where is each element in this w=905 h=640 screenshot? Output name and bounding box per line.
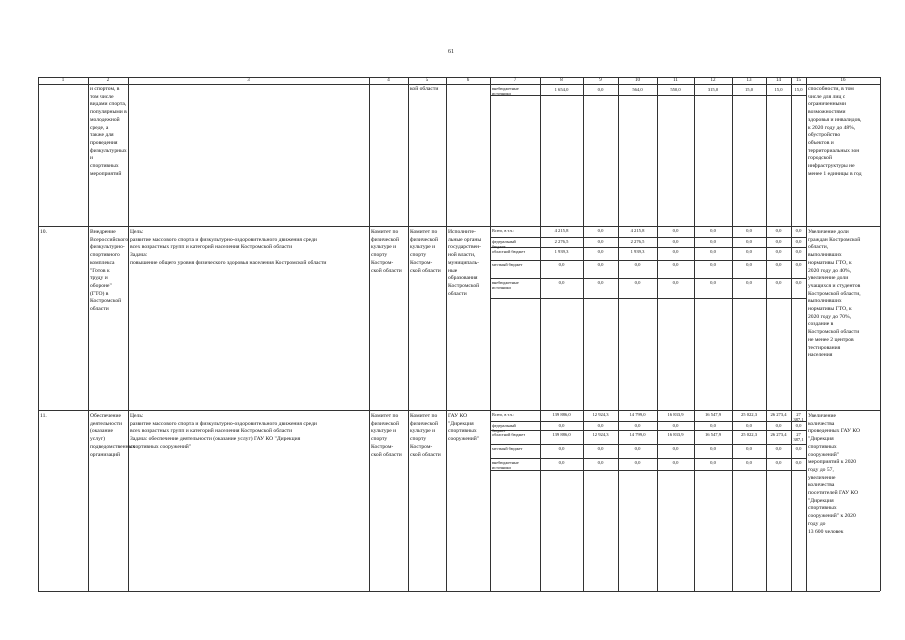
row-10-value: 4 215,8 xyxy=(630,228,645,233)
row-11-source-label: Всего, в т.ч.: xyxy=(492,412,515,417)
column-number-12: 12 xyxy=(710,78,716,83)
subrow-line xyxy=(490,237,806,238)
col-line xyxy=(880,77,881,591)
cont-value: 15,0 xyxy=(794,87,803,92)
row-11-source-label: федеральный бюджет xyxy=(492,423,516,434)
row-10-source-label: областной бюджет xyxy=(492,249,526,254)
row-10-value: 0,0 xyxy=(746,239,752,244)
column-number-3: 3 xyxy=(247,78,250,83)
row-10-value: 0,0 xyxy=(597,262,604,267)
row-11-value: 0,0 xyxy=(597,423,604,428)
row-11-value: 0,0 xyxy=(710,423,716,428)
row-10-value: 0,0 xyxy=(710,239,716,244)
cont-result: способности, в том числе для лиц с ограниченными возможностями здоровья и инвалидов, к 2020 году до 48%, обустройство объектов и территориальных зон городской инфраструктуры не менее 1 единицы в год xyxy=(808,86,862,177)
row-10-goal-task: Цель: развитие массового спорта и физкультурно-оздоровительного движения среди всех возрастных групп и категорий населения Костромской области Задача: повышение общего уровня физического здоровья населения Костромской области xyxy=(130,229,327,266)
row-10-source-label: федеральный бюджет xyxy=(492,239,516,250)
row-10-value: 0,0 xyxy=(597,228,604,233)
row-10-executor: Комитет по физической культуре и спорту Костром- ской области xyxy=(410,229,441,274)
header-bottom-line xyxy=(38,84,880,85)
cont-value: 15,0 xyxy=(774,87,783,92)
column-number-8: 8 xyxy=(560,78,563,83)
row-10-value: 1 939,3 xyxy=(554,249,569,254)
col-line xyxy=(732,77,733,591)
row-10-value: 0,0 xyxy=(775,249,782,254)
col-line xyxy=(446,77,447,591)
row-10-value: 0,0 xyxy=(795,228,802,233)
row-11-executor: Комитет по физической культуре и спорту Костром- ской области xyxy=(410,413,441,458)
col-line xyxy=(369,77,370,591)
cont-value: 564,0 xyxy=(632,87,643,92)
row-10-value: 0,0 xyxy=(634,262,641,267)
col-line xyxy=(806,77,807,591)
row-10-value: 0,0 xyxy=(710,249,716,254)
row-11-value: 0,0 xyxy=(634,446,641,451)
row-11-value: 25 022,3 xyxy=(740,432,758,437)
row-11-value: 12 924,3 xyxy=(592,412,609,417)
row-10-value: 0,0 xyxy=(672,262,679,267)
row-10-number: 10. xyxy=(40,229,47,235)
row-11-value: 0,0 xyxy=(634,460,641,465)
subrow-line xyxy=(490,260,806,261)
row-10-expected-result: Увеличение доли граждан Костромской области, выполнивших нормативы ГТО, к 2020 году до 40%, увеличение доли учащихся и студентов Костромской области, выполнивших нормативы ГТО, к 2020 году до 70%, создание в Костромской области не менее 2 центров тестирования населения xyxy=(808,229,861,359)
row-10-value: 0,0 xyxy=(775,239,782,244)
col-line xyxy=(88,77,89,591)
row-10-value: 0,0 xyxy=(746,228,752,233)
column-number-14: 14 xyxy=(776,78,781,83)
row-10-value: 0,0 xyxy=(558,262,565,267)
row-10-value: 0,0 xyxy=(795,262,802,267)
row-10-value: 2 276,5 xyxy=(554,239,569,244)
column-number-2: 2 xyxy=(106,78,110,83)
row-11-value: 0,0 xyxy=(795,446,802,451)
row-11-value: 0,0 xyxy=(558,460,565,465)
row-11-value: 0,0 xyxy=(746,423,752,428)
col-line xyxy=(694,77,695,591)
col-line xyxy=(128,77,129,591)
row-11-value: 14 799,0 xyxy=(629,412,646,417)
row-10-top-line xyxy=(38,226,880,227)
row-11-value: 0,0 xyxy=(710,460,716,465)
row-10-value: 4 215,8 xyxy=(554,228,569,233)
column-number-11: 11 xyxy=(673,78,678,83)
row-10-value: 0,0 xyxy=(672,228,679,233)
column-number-9: 9 xyxy=(599,78,602,83)
row-11-source-label: местный бюджет xyxy=(492,446,523,451)
subrow-line xyxy=(490,421,806,422)
col-line xyxy=(38,77,39,591)
subrow-line xyxy=(490,458,806,459)
row-11-value: 16 547,9 xyxy=(704,412,722,417)
column-number-15: 15 xyxy=(796,78,801,83)
subrow-line xyxy=(490,444,806,445)
row-10-value: 2 276,5 xyxy=(630,239,645,244)
column-number-5: 5 xyxy=(425,78,429,83)
row-11-value: 12 924,3 xyxy=(592,432,609,437)
row-10-source-label: Всего, в т.ч.: xyxy=(492,228,515,233)
row-11-customer: Комитет по физической культуре и спорту Костром- ской области xyxy=(371,413,402,458)
col-line xyxy=(408,77,409,591)
col-line xyxy=(583,77,584,591)
row-11-value: 0,0 xyxy=(775,423,782,428)
row-10-value: 0,0 xyxy=(775,228,782,233)
col-line xyxy=(791,77,792,591)
row-11-value: 0,0 xyxy=(558,423,565,428)
row-10-value: 0,0 xyxy=(775,280,782,285)
subrow-line xyxy=(490,298,806,299)
cont-value: 15,0 xyxy=(744,87,754,92)
row-11-value: 0,0 xyxy=(775,446,782,451)
page-number: 61 xyxy=(448,49,454,55)
row-11-value: 26 273,4 xyxy=(770,432,787,437)
row-11-value: 139 886,0 xyxy=(552,412,571,417)
row-10-value: 0,0 xyxy=(710,280,716,285)
row-11-value: 0,0 xyxy=(710,446,716,451)
row-11-value: 0,0 xyxy=(672,423,679,428)
row-10-customer: Комитет по физической культуре и спорту Костром- ской области xyxy=(371,229,402,274)
row-10-value: 0,0 xyxy=(597,239,604,244)
subrow-line xyxy=(490,278,806,279)
col-line xyxy=(766,77,767,591)
row-11-value: 16 833,9 xyxy=(667,412,684,417)
column-number-7: 7 xyxy=(513,78,517,83)
row-11-value: 0,0 xyxy=(775,460,782,465)
row-10-value: 0,0 xyxy=(746,280,752,285)
row-11-value: 0,0 xyxy=(672,446,679,451)
column-number-13: 13 xyxy=(746,78,752,83)
cont-executor: кой области xyxy=(410,86,439,92)
row-11-value: 0,0 xyxy=(746,446,752,451)
table-bottom-line xyxy=(38,591,880,592)
column-number-16: 16 xyxy=(840,78,846,83)
row-11-value: 16 547,9 xyxy=(704,432,722,437)
cont-value: 1 654,0 xyxy=(554,87,569,92)
row-10-value: 0,0 xyxy=(746,249,752,254)
row-10-value: 0,0 xyxy=(634,280,641,285)
row-11-value: 0,0 xyxy=(746,460,752,465)
row-11-value: 27 387,1 xyxy=(793,432,804,442)
row-11-value: 0,0 xyxy=(558,446,565,451)
row-11-value: 0,0 xyxy=(795,460,802,465)
cont-value: 315,0 xyxy=(707,87,719,92)
row-10-value: 0,0 xyxy=(795,249,802,254)
row-10-value: 0,0 xyxy=(746,262,752,267)
row-10-value: 0,0 xyxy=(558,280,565,285)
row-10-name: Внедрение Всероссийского физкультурно- спортивного комплекса "Готов к труду и обороне" (ГТО) в Костромской области xyxy=(90,229,129,313)
row-10-source-label: внебюджетные источники xyxy=(492,280,519,291)
cont-value: 0,0 xyxy=(597,87,604,92)
row-11-top-line xyxy=(38,410,880,411)
col-line xyxy=(540,77,541,591)
row-11-expected-result: Увеличение количества проведенных ГАУ КО "Дирекция спортивных сооружений" мероприятий к 2020 году до 57, увеличение количества посетителей ГАУ КО "Дирекция спортивных сооружений" к 2020 году до 13 600 человек xyxy=(808,413,861,535)
row-10-value: 0,0 xyxy=(710,228,716,233)
row-11-value: 14 799,0 xyxy=(629,432,646,437)
row-11-goal-task: Цель: развитие массового спорта и физкультурно-оздоровительного движения среди всех возрастных групп и категорий населения Костромской области Задача: обеспечение деятельности (оказание услуг) ГАУ КО "Дирекция спортивных сооружений" xyxy=(130,413,317,450)
row-10-value: 0,0 xyxy=(672,249,679,254)
row-10-value: 0,0 xyxy=(795,239,802,244)
row-10-value: 0,0 xyxy=(672,239,679,244)
row-11-value: 25 022,3 xyxy=(740,412,758,417)
row-11-value: 0,0 xyxy=(634,423,641,428)
column-number-4: 4 xyxy=(387,78,390,83)
row-11-value: 26 273,4 xyxy=(770,412,787,417)
cont-value: 550,0 xyxy=(670,87,681,92)
row-11-source-label: внебюджетные источники xyxy=(492,460,519,471)
cont-program-name: и спортом, в том числе видами спорта, популярными в молодежной среде, а также для проведения физкультурных и спортивных мероприятий xyxy=(90,86,127,177)
column-number-1: 1 xyxy=(61,78,65,83)
row-11-value: 0,0 xyxy=(795,423,802,428)
column-number-6: 6 xyxy=(466,78,470,83)
row-11-value: 16 833,9 xyxy=(667,432,684,437)
row-11-value: 0,0 xyxy=(597,460,604,465)
row-11-value: 139 886,0 xyxy=(552,432,571,437)
col-line xyxy=(618,77,619,591)
row-10-value: 0,0 xyxy=(597,280,604,285)
row-11-source-label: областной бюджет xyxy=(492,432,526,437)
row-11-value: 27 387,1 xyxy=(793,412,804,422)
row-10-value: 0,0 xyxy=(775,262,782,267)
column-number-10: 10 xyxy=(635,78,640,83)
row-10-value: 0,0 xyxy=(795,280,802,285)
row-10-value: 0,0 xyxy=(672,280,679,285)
row-11-name: Обеспечение деятельности (оказание услуг) подведомственных организаций xyxy=(90,413,136,458)
row-10-value: 0,0 xyxy=(597,249,604,254)
col-line xyxy=(657,77,658,591)
col-line xyxy=(490,77,491,591)
row-10-source-label: местный бюджет xyxy=(492,262,523,267)
row-11-value: 0,0 xyxy=(672,460,679,465)
row-11-number: 11. xyxy=(40,413,47,419)
row-11-value: 0,0 xyxy=(597,446,604,451)
row-10-coexecutor: Исполните- льные органы государствен- ной власти, муниципаль- ные образования Костромской области xyxy=(448,229,482,297)
row-10-value: 1 939,3 xyxy=(630,249,645,254)
row-10-value: 0,0 xyxy=(710,262,716,267)
cont-source-label: внебюджетные источники xyxy=(492,86,519,97)
row-11-coexecutor: ГАУ КО "Дирекция спортивных сооружений" xyxy=(448,413,480,443)
